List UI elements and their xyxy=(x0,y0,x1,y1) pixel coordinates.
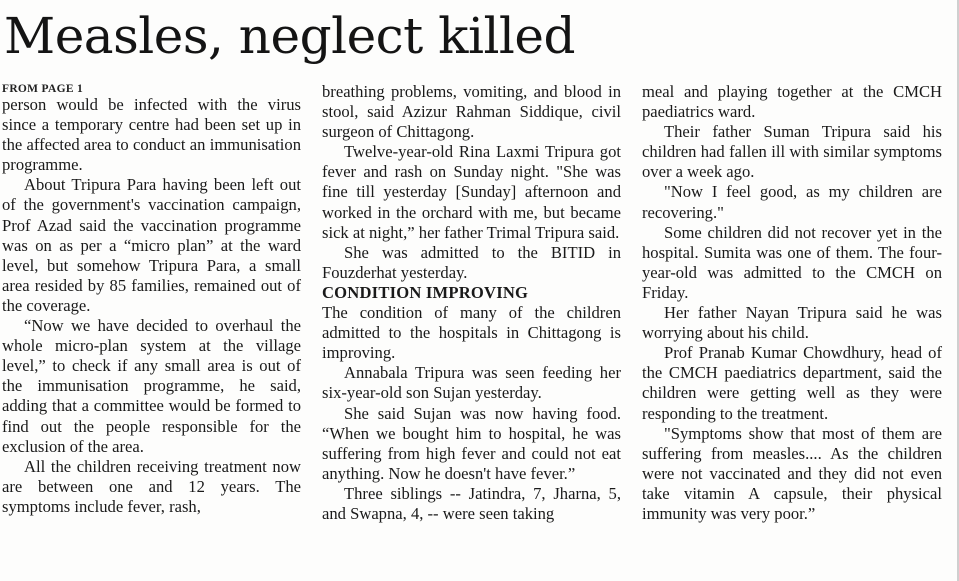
paragraph: Annabala Tripura was seen feeding her six-year-old son Sujan yesterday. xyxy=(322,363,621,403)
paragraph: Prof Pranab Kumar Chowdhury, head of the CMCH paediatrics department, said the children were getting well as they were responding to the treatment. xyxy=(642,343,942,423)
paragraph: Her father Nayan Tripura said he was worrying about his child. xyxy=(642,303,942,343)
paragraph: She was admitted to the BITID in Fouzderhat yesterday. xyxy=(322,242,621,282)
paragraph: Their father Suman Tripura said his children had fallen ill with similar symptoms over a week ago. xyxy=(642,122,942,182)
paragraph: The condition of many of the children admitted to the hospitals in Chittagong is improving. xyxy=(322,303,621,363)
paragraph: breathing problems, vomiting, and blood in stool, said Azizur Rahman Siddique, civil surgeon of Chittagong. xyxy=(322,82,621,142)
article-column-1 xyxy=(2,82,301,517)
paragraph: She said Sujan was now having food. “When we bought him to hospital, he was suffering from high fever and could not eat anything. Now he doesn't have fever.” xyxy=(322,403,621,483)
paragraph: meal and playing together at the CMCH paediatrics ward. xyxy=(642,82,942,122)
paragraph: "Now I feel good, as my children are recovering." xyxy=(642,182,942,222)
subhead: CONDITION IMPROVING xyxy=(322,282,529,302)
article-body xyxy=(0,82,959,574)
article-column-3 xyxy=(642,82,942,524)
paragraph: Three siblings -- Jatindra, 7, Jharna, 5, and Swapna, 4, -- were seen taking xyxy=(322,483,621,523)
paragraph: “Now we have decided to overhaul the whole micro-plan system at the village level,” to check if any small area is out of the immunisation programme, he said, adding that a committee would be formed to find out the people responsible for the exclusion of the area. xyxy=(2,316,301,456)
paragraph: Some children did not recover yet in the hospital. Sumita was one of them. The four-year-old was admitted to the CMCH on Friday. xyxy=(642,222,942,302)
paragraph: All the children receiving treatment now are between one and 12 years. The symptoms include fever, rash, xyxy=(2,456,301,516)
paragraph: "Symptoms show that most of them are suffering from measles.... As the children were not vaccinated and they did not even take vitamin A capsule, their physical immunity was very poor.” xyxy=(642,423,942,523)
paragraph: person would be infected with the virus since a temporary centre had been set up in the affected area to conduct an immunisation programme. xyxy=(2,95,301,175)
jump-line: FROM PAGE 1 xyxy=(2,83,84,95)
article-column-2 xyxy=(322,82,621,524)
paragraph: About Tripura Para having been left out of the government's vaccination campaign, Prof Azad said the vaccination programme was on as per a “micro plan” at the ward level, but somehow Tripura Para, a small area resided by 85 families, remained out of the coverage. xyxy=(2,175,301,315)
paragraph: Twelve-year-old Rina Laxmi Tripura got fever and rash on Sunday night. "She was fine till yesterday [Sunday] afternoon and worked in the orchard with me, but became sick at night,” her father Trimal Tripura said. xyxy=(322,142,621,242)
headline: Measles, neglect killed xyxy=(4,7,576,65)
